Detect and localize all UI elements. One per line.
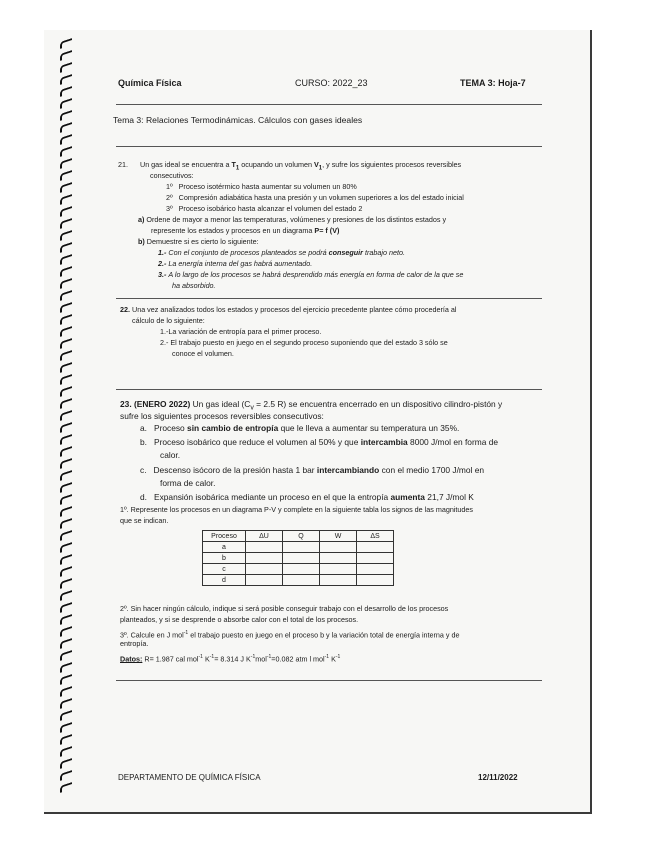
question-1-cont: que se indican. [120, 516, 169, 525]
row-label: c [203, 564, 246, 575]
binding-hook [60, 410, 72, 421]
binding-hook [60, 290, 72, 301]
binding-hook [60, 134, 72, 145]
binding-hook [60, 758, 72, 769]
binding-hook [60, 614, 72, 625]
sheet-label: TEMA 3: Hoja-7 [460, 78, 526, 88]
row-label: b [203, 553, 246, 564]
sign-cell[interactable] [246, 542, 283, 553]
sign-cell[interactable] [283, 542, 320, 553]
process-d: d. Expansión isobárica mediante un proceso en el que la entropía aumenta 21,7 J/mol K [140, 492, 474, 502]
binding-hook [60, 170, 72, 181]
binding-hook [60, 254, 72, 265]
binding-hook [60, 506, 72, 517]
binding-hook [60, 746, 72, 757]
divider-21 [116, 298, 542, 299]
table-row [203, 564, 394, 575]
header-q: Q [283, 531, 320, 542]
binding-hook [60, 206, 72, 217]
binding-hook [60, 446, 72, 457]
binding-hook [60, 302, 72, 313]
sign-cell[interactable] [283, 553, 320, 564]
course-year: CURSO: 2022_23 [295, 78, 368, 88]
binding-hook [60, 158, 72, 169]
step-1: 1º Proceso isotérmico hasta aumentar su volumen un 80% [166, 182, 357, 191]
binding-hook [60, 674, 72, 685]
binding-hook [60, 662, 72, 673]
problem-22-item1: 1.-La variación de entropía para el primer proceso. [160, 327, 322, 336]
binding-hook [60, 194, 72, 205]
binding-hook [60, 62, 72, 73]
sign-cell[interactable] [320, 575, 357, 586]
binding-hook [60, 518, 72, 529]
binding-hook [60, 578, 72, 589]
binding-hook [60, 482, 72, 493]
question-1: 1º. Represente los procesos en un diagrama P-V y complete en la siguiente tabla los signos de las magnitudes [120, 505, 474, 514]
process-b-cont: calor. [160, 450, 181, 460]
spiral-binding [60, 40, 74, 800]
signs-table [202, 530, 394, 586]
binding-hook [60, 434, 72, 445]
binding-hook [60, 602, 72, 613]
department-name: DEPARTAMENTO DE QUÍMICA FÍSICA [118, 773, 261, 782]
problem-23-line2: sufre los siguientes procesos reversibles consecutivos: [120, 411, 324, 421]
binding-hook [60, 566, 72, 577]
binding-hook [60, 242, 72, 253]
sign-cell[interactable] [246, 575, 283, 586]
problem-21-intro: Un gas ideal se encuentra a $T_1$ ocupando un volumen $V_1$, y sufre los siguientes procesos reversibles [140, 160, 462, 172]
process-b: b. Proceso isobárico que reduce el volumen al 50% y que intercambia 8000 J/mol en forma de [140, 437, 499, 447]
binding-hook [60, 398, 72, 409]
binding-hook [60, 590, 72, 601]
problem-23-line1: 23. (ENERO 2022) Un gas ideal ($C_v = 2.5$ R) se encuentra encerrado en un dispositivo cilindro-pistón y [120, 399, 503, 412]
footer-date: 12/11/2022 [478, 773, 518, 782]
binding-hook [60, 626, 72, 637]
question-2-cont: planteados, y si se desprende o absorbe calor con el total de los procesos. [120, 615, 359, 624]
binding-hook [60, 530, 72, 541]
sign-cell[interactable] [357, 542, 394, 553]
binding-hook [60, 362, 72, 373]
binding-hook [60, 218, 72, 229]
problem-22-item2: 2.- El trabajo puesto en juego en el segundo proceso suponiendo que del estado 3 sólo se [160, 338, 448, 347]
course-name: Química Física [118, 78, 182, 88]
sign-cell[interactable] [357, 553, 394, 564]
binding-hook [60, 182, 72, 193]
sign-cell[interactable] [357, 564, 394, 575]
step-2: 2º Compresión adiabática hasta una presión y un volumen superiores a los del estado inicial [166, 193, 464, 202]
process-c-cont: forma de calor. [160, 478, 216, 488]
binding-hook [60, 458, 72, 469]
binding-hook [60, 98, 72, 109]
binding-hook [60, 650, 72, 661]
sign-cell[interactable] [320, 564, 357, 575]
binding-hook [60, 338, 72, 349]
binding-hook [60, 698, 72, 709]
sign-cell[interactable] [246, 564, 283, 575]
sign-cell[interactable] [283, 564, 320, 575]
binding-hook [60, 770, 72, 781]
sign-cell[interactable] [357, 575, 394, 586]
table-header-row [203, 531, 394, 542]
problem-22-line1: 22. Una vez analizados todos los estados y procesos del ejercicio precedente plantee cómo procedería al [120, 305, 457, 314]
divider-23 [116, 680, 542, 681]
row-label: d [203, 575, 246, 586]
part-b: b) Demuestre si es cierto lo siguiente: [138, 237, 259, 246]
binding-hook [60, 122, 72, 133]
binding-hook [60, 266, 72, 277]
part-b-3-cont: ha absorbido. [172, 281, 216, 290]
sign-cell[interactable] [283, 575, 320, 586]
part-b-1: 1.- Con el conjunto de procesos planteados se podrá conseguir trabajo neto. [158, 248, 405, 257]
header-rule [116, 104, 542, 105]
binding-hook [60, 230, 72, 241]
binding-hook [60, 638, 72, 649]
binding-hook [60, 110, 72, 121]
binding-hook [60, 494, 72, 505]
data-constants: Datos: R= 1.987 cal mol$^{-1}$ $K^{-1}= 8.314$ J $K^{-1}mol^{-1}=0.082$ atm l mol$^{-1}$ $K^{-1}$ [120, 654, 341, 664]
header-delta-s: ΔS [357, 531, 394, 542]
binding-hook [60, 554, 72, 565]
header-proceso: Proceso [203, 531, 246, 542]
binding-hook [60, 422, 72, 433]
part-a-line2: represente los estados y procesos en un diagrama P= f (V) [151, 226, 340, 235]
sign-cell[interactable] [246, 553, 283, 564]
process-a: a. Proceso sin cambio de entropía que le lleva a aumentar su temperatura un 35%. [140, 423, 460, 433]
binding-hook [60, 50, 72, 61]
problem-21-number: 21. [118, 160, 128, 169]
binding-hook [60, 278, 72, 289]
row-label: a [203, 542, 246, 553]
binding-hook [60, 710, 72, 721]
binding-hook [60, 470, 72, 481]
problem-22-item2-cont: conoce el volumen. [172, 349, 234, 358]
topic-rule [116, 146, 542, 147]
sign-cell[interactable] [320, 553, 357, 564]
problem-22-line2: cálculo de lo siguiente: [132, 316, 205, 325]
binding-hook [60, 326, 72, 337]
binding-hook [60, 314, 72, 325]
part-b-3: 3.- A lo largo de los procesos se habrá desprendido más energía en forma de calor de la que se [158, 270, 464, 279]
header-delta-u: ΔU [246, 531, 283, 542]
binding-hook [60, 38, 72, 49]
sign-cell[interactable] [320, 542, 357, 553]
header-w: W [320, 531, 357, 542]
binding-hook [60, 146, 72, 157]
part-a-line1: a) Ordene de mayor a menor las temperaturas, volúmenes y presiones de los distintos estados y [138, 215, 447, 224]
binding-hook [60, 722, 72, 733]
binding-hook [60, 734, 72, 745]
binding-hook [60, 386, 72, 397]
question-3-cont: entropía. [120, 639, 149, 648]
table-row [203, 575, 394, 586]
step-3: 3º Proceso isobárico hasta alcanzar el volumen del estado 2 [166, 204, 363, 213]
topic-title: Tema 3: Relaciones Termodinámicas. Cálculos con gases ideales [113, 115, 363, 125]
binding-hook [60, 74, 72, 85]
process-c: c. Descenso isócoro de la presión hasta 1 bar intercambiando con el medio 1700 J/mol en [140, 465, 485, 475]
table-row [203, 542, 394, 553]
table-row [203, 553, 394, 564]
divider-22 [116, 389, 542, 390]
binding-hook [60, 782, 72, 793]
binding-hook [60, 86, 72, 97]
part-b-2: 2.- La energía interna del gas habrá aumentado. [158, 259, 313, 268]
question-3: 3º. Calcule en J mol$^{-1}$ el trabajo puesto en juego en el proceso b y la variación total de energía interna y de [120, 630, 460, 640]
question-2: 2º. Sin hacer ningún cálculo, indique si será posible conseguir trabajo con el desarrollo de los procesos [120, 604, 449, 613]
binding-hook [60, 350, 72, 361]
binding-hook [60, 542, 72, 553]
problem-21-intro-cont: consecutivos: [150, 171, 194, 180]
binding-hook [60, 374, 72, 385]
binding-hook [60, 686, 72, 697]
